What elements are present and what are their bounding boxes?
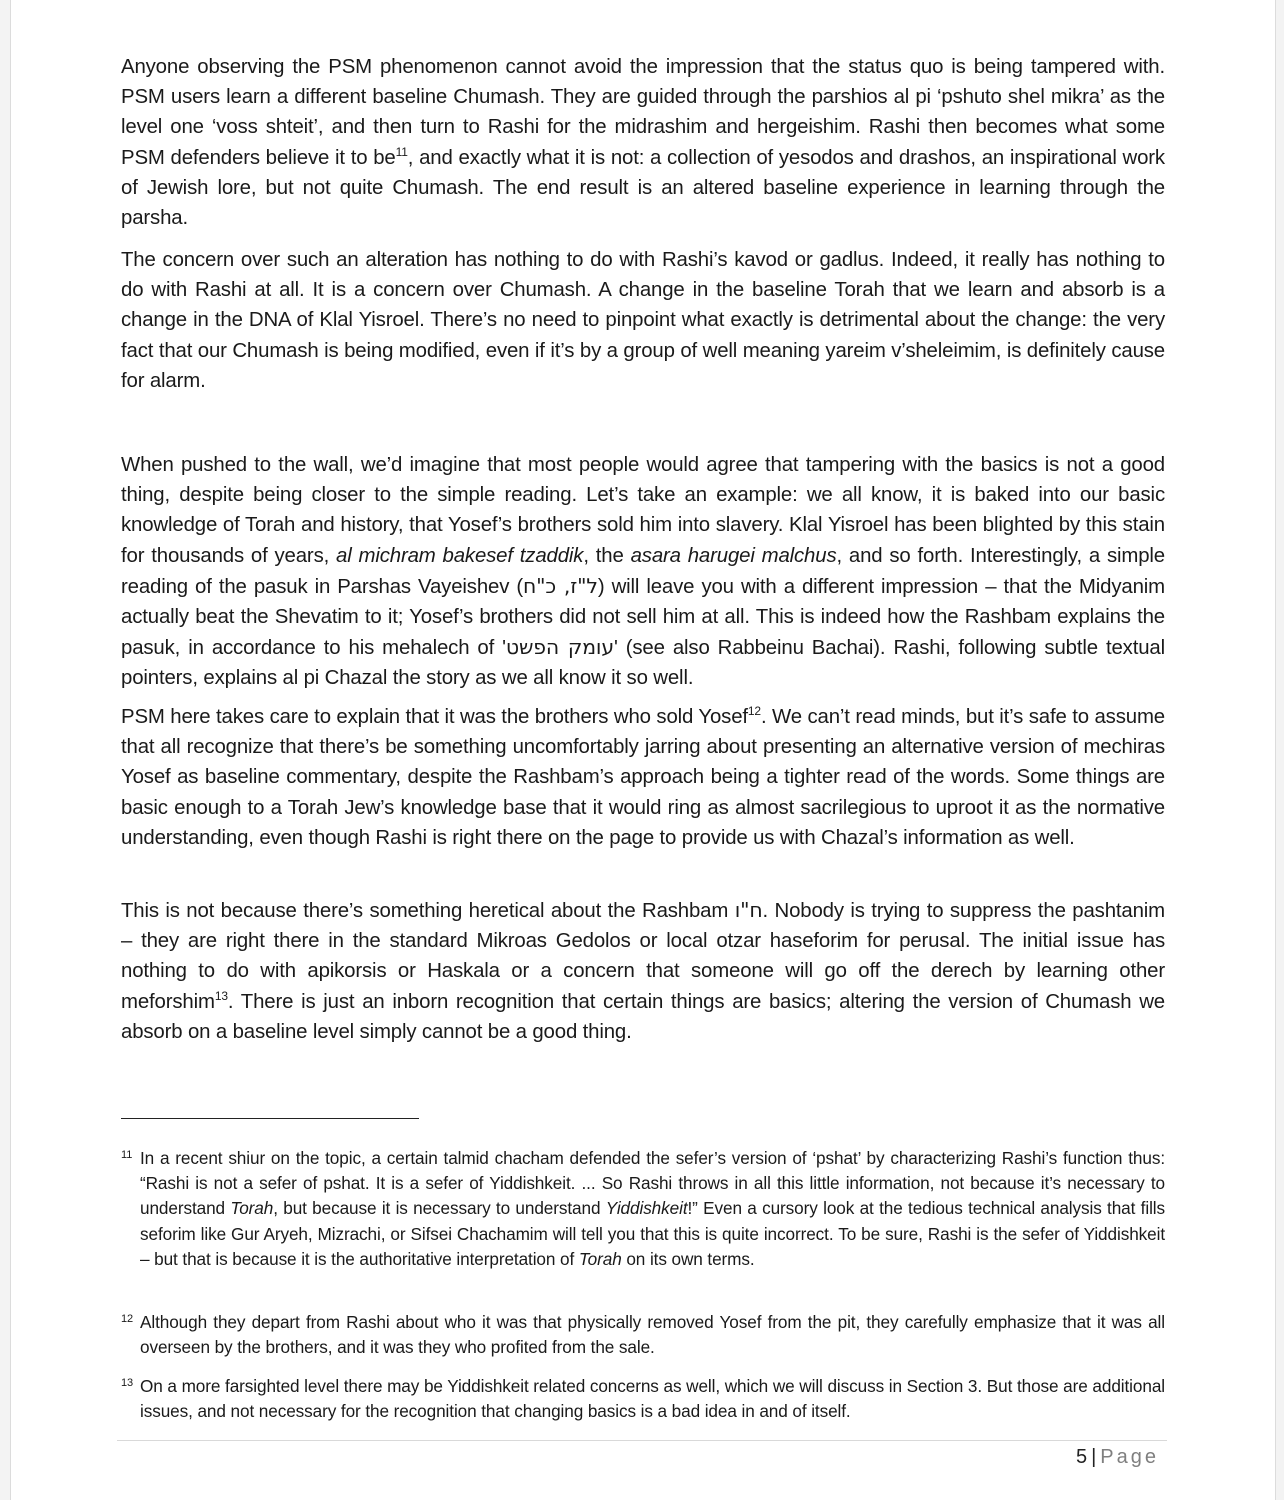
footnote-13-number: 13	[121, 1377, 134, 1389]
paragraph-4	[121, 702, 1165, 853]
footnote-11-text	[140, 1146, 1165, 1272]
footnote-12	[121, 1310, 1165, 1360]
footnote-ref-13[interactable]: 13	[214, 988, 228, 1003]
footnote-separator	[121, 1118, 419, 1119]
paragraph-3-italic-1: al michram bakesef tzaddik	[336, 544, 584, 567]
paragraph-1-text-a: Anyone observing the PSM phenomenon cannot avoid the impression that the status quo is being tampered with. PSM users learn a different baseline Chumash. They are guided through the parshios al pi ‘pshuto shel mikra’ as the level one ‘voss shteit’, and then turn to Rashi for the midrashim and hergeishim. Rashi then becomes what some PSM defenders believe it to be	[121, 56, 1165, 169]
document-page	[10, 0, 1276, 1500]
footnote-11	[121, 1146, 1165, 1272]
paragraph-3-text-b: , the	[583, 544, 631, 567]
footnote-13-text: On a more farsighted level there may be Yiddishkeit related concerns as well, which we will discuss in Section 3. But those are additional issues, and not necessary for the recognition that changing basics is a bad idea in and of itself.	[140, 1376, 1165, 1422]
paragraph-3-text-e: ' (see also Rabbeinu Bachai). Rashi, following subtle textual pointers, explains al pi Chazal the story as we all know it so well.	[121, 637, 1165, 690]
page-number-value: 5	[1075, 1446, 1088, 1468]
page-number	[1076, 1446, 1159, 1469]
paragraph-4-text-b: . We can’t read minds, but it’s safe to assume that all recognize that there’s be something uncomfortably jarring about presenting an alternative version of mechiras Yosef as baseline commentary, despite the Rashbam’s approach being a tighter read of the words. Some things are basic enough to a Torah Jew’s knowledge base that it would ring as almost sacrilegious to uproot it as the normative understanding, even though Rashi is right there on the page to provide us with Chazal’s information as well.	[121, 706, 1165, 849]
paragraph-3-italic-2: asara harugei malchus	[630, 544, 837, 567]
paragraph-3-text-c: , and so forth. Interestingly, a simple reading of the pasuk in Parshas Vayeishev (	[121, 544, 1165, 598]
page-number-separator: |	[1091, 1446, 1097, 1468]
paragraph-4-text-a: PSM here takes care to explain that it was the brothers who sold Yosef	[121, 706, 748, 728]
paragraph-5-text-b: . Nobody is trying to suppress the pashtanim – they are right there in the standard Mikroas Gedolos or local otzar haseforim for perusal. The initial issue has nothing to do with apikorsis or Haskala or a concern that someone will go off the derech by learning other meforshim	[121, 900, 1165, 1013]
footnote-11-text-c: !” Even a cursory look at the tedious technical analysis that fills seforim like Gur Aryeh, Mizrachi, or Sifsei Chachamim will tell you that this is quite incorrect. To be sure, Rashi is the sefer of Yiddishkeit – but that is because it is the authoritative interpretation of	[140, 1198, 1165, 1269]
footnote-13	[121, 1374, 1165, 1424]
paragraph-5-text-c: . There is just an inborn recognition that certain things are basics; altering the version of Chumash we absorb on a baseline level simply cannot be a good thing.	[121, 990, 1165, 1043]
page-label: Page	[1100, 1446, 1159, 1468]
footnote-11-italic-1: Torah	[230, 1198, 274, 1219]
paragraph-1-text-b: , and exactly what it is not: a collection of yesodos and drashos, an inspirational work of Jewish lore, but not quite Chumash. The end result is an altered baseline experience in learning through the parsha.	[121, 146, 1165, 230]
paragraph-3-hebrew-2: עומק הפשט	[505, 635, 614, 660]
footnote-11-number: 11	[121, 1149, 133, 1161]
footer-rule	[117, 1440, 1167, 1441]
footnote-ref-11[interactable]: 11	[395, 144, 408, 159]
paragraph-5	[121, 895, 1165, 1047]
footnote-12-number: 12	[121, 1313, 134, 1325]
paragraph-3-hebrew-1: ל"ז, כ"ח	[523, 573, 598, 598]
footnote-11-italic-2: Yiddishkeit	[605, 1198, 688, 1219]
paragraph-2: The concern over such an alteration has nothing to do with Rashi’s kavod or gadlus. Indeed, it really has nothing to do with Rashi at all. It is a concern over Chumash. A change in the baseline Torah that we learn and absorb is a change in the DNA of Klal Yisroel. There’s no need to pinpoint what exactly is detrimental about the change: the very fact that our Chumash is being modified, even if it’s by a group of well meaning yareim v’sheleimim, is definitely cause for alarm.	[121, 249, 1165, 392]
paragraph-1	[121, 52, 1165, 233]
paragraph-3-text-a: When pushed to the wall, we’d imagine that most people would agree that tampering with the basics is not a good thing, despite being closer to the simple reading. Let’s take an example: we all know, it is baked into our basic knowledge of Torah and history, that Yosef’s brothers sold him into slavery. Klal Yisroel has been blighted by this stain for thousands of years,	[121, 454, 1165, 567]
footnote-11-text-b: , but because it is necessary to understand	[273, 1198, 606, 1219]
footnote-11-italic-3: Torah	[578, 1248, 622, 1269]
paragraph-3-text-d: ) will leave you with a different impression – that the Midyanim actually beat the Shevatim to it; Yosef’s brothers did not sell him at all. This is indeed how the Rashbam explains the pasuk, in accordance to his mehalech of '	[121, 575, 1165, 660]
footnote-ref-12[interactable]: 12	[747, 704, 761, 719]
footnote-11-text-a: In a recent shiur on the topic, a certain talmid chacham defended the sefer’s version of ‘pshat’ by characterizing Rashi’s function thus: “Rashi is not a sefer of pshat. It is a sefer of Yiddishkeit. ... So Rashi throws in all this little information, not because it’s necessary to understand	[140, 1148, 1165, 1219]
footnote-12-text: Although they depart from Rashi about who it was that physically removed Yosef from the pit, they carefully emphasize that it was all overseen by the brothers, and it was they who profited from the sale.	[140, 1312, 1165, 1358]
paragraph-3	[121, 450, 1165, 694]
paragraph-5-hebrew: ח"ו	[734, 898, 763, 922]
paragraph-5-text-a: This is not because there’s something heretical about the Rashbam	[121, 900, 735, 922]
footnote-11-text-d: on its own terms.	[621, 1248, 755, 1269]
